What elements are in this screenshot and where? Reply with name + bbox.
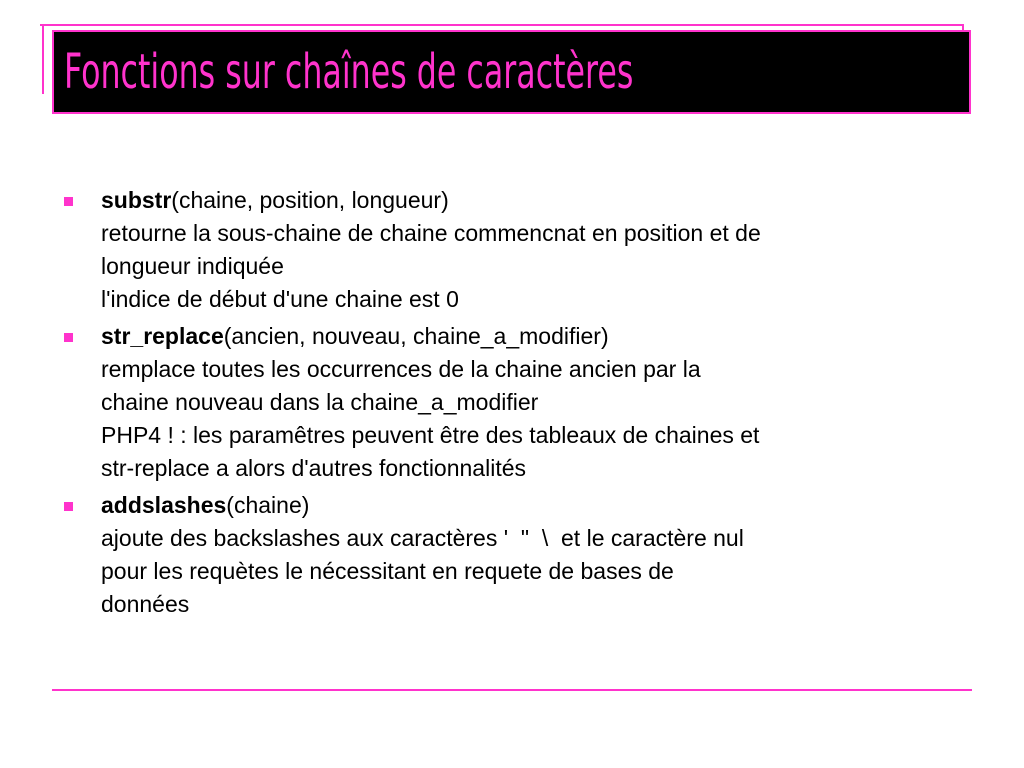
bullet-square-icon [64,502,73,511]
function-signature: (chaine) [226,492,310,518]
description-line: remplace toutes les occurrences de la chaine ancien par la [101,356,701,382]
title-frame-left-line [42,24,44,94]
list-item-addslashes [64,489,964,621]
function-signature: (ancien, nouveau, chaine_a_modifier) [223,323,609,349]
title-frame-top-line [40,24,964,26]
title-banner [52,30,971,114]
description-line: PHP4 ! : les paramêtres peuvent être des tableaux de chaines et [101,422,760,448]
description-line: retourne la sous-chaine de chaine commencnat en position et de [101,220,761,246]
function-name: addslashes [101,492,227,518]
description-line: chaine nouveau dans la chaine_a_modifier [101,389,539,415]
function-signature: (chaine, position, longueur) [171,187,449,213]
list-item-str-replace [64,320,964,485]
function-heading [101,184,964,217]
function-heading [101,320,964,353]
description-line: l'indice de début d'une chaine est 0 [101,286,459,312]
function-heading [101,489,964,522]
description-line: ajoute des backslashes aux caractères ' " \ et le caractère nul [101,525,744,551]
bullet-list [64,184,964,625]
footer-divider [52,689,972,691]
description-line: str-replace a alors d'autres fonctionnalités [101,455,526,481]
bullet-square-icon [64,333,73,342]
slide-title: Fonctions sur chaînes de caractères [64,44,634,100]
description-line: données [101,591,190,617]
function-name: str_replace [101,323,224,349]
function-name: substr [101,187,172,213]
bullet-square-icon [64,197,73,206]
list-item-substr [64,184,964,316]
description-line: longueur indiquée [101,253,284,279]
description-line: pour les requètes le nécessitant en requete de bases de [101,558,674,584]
